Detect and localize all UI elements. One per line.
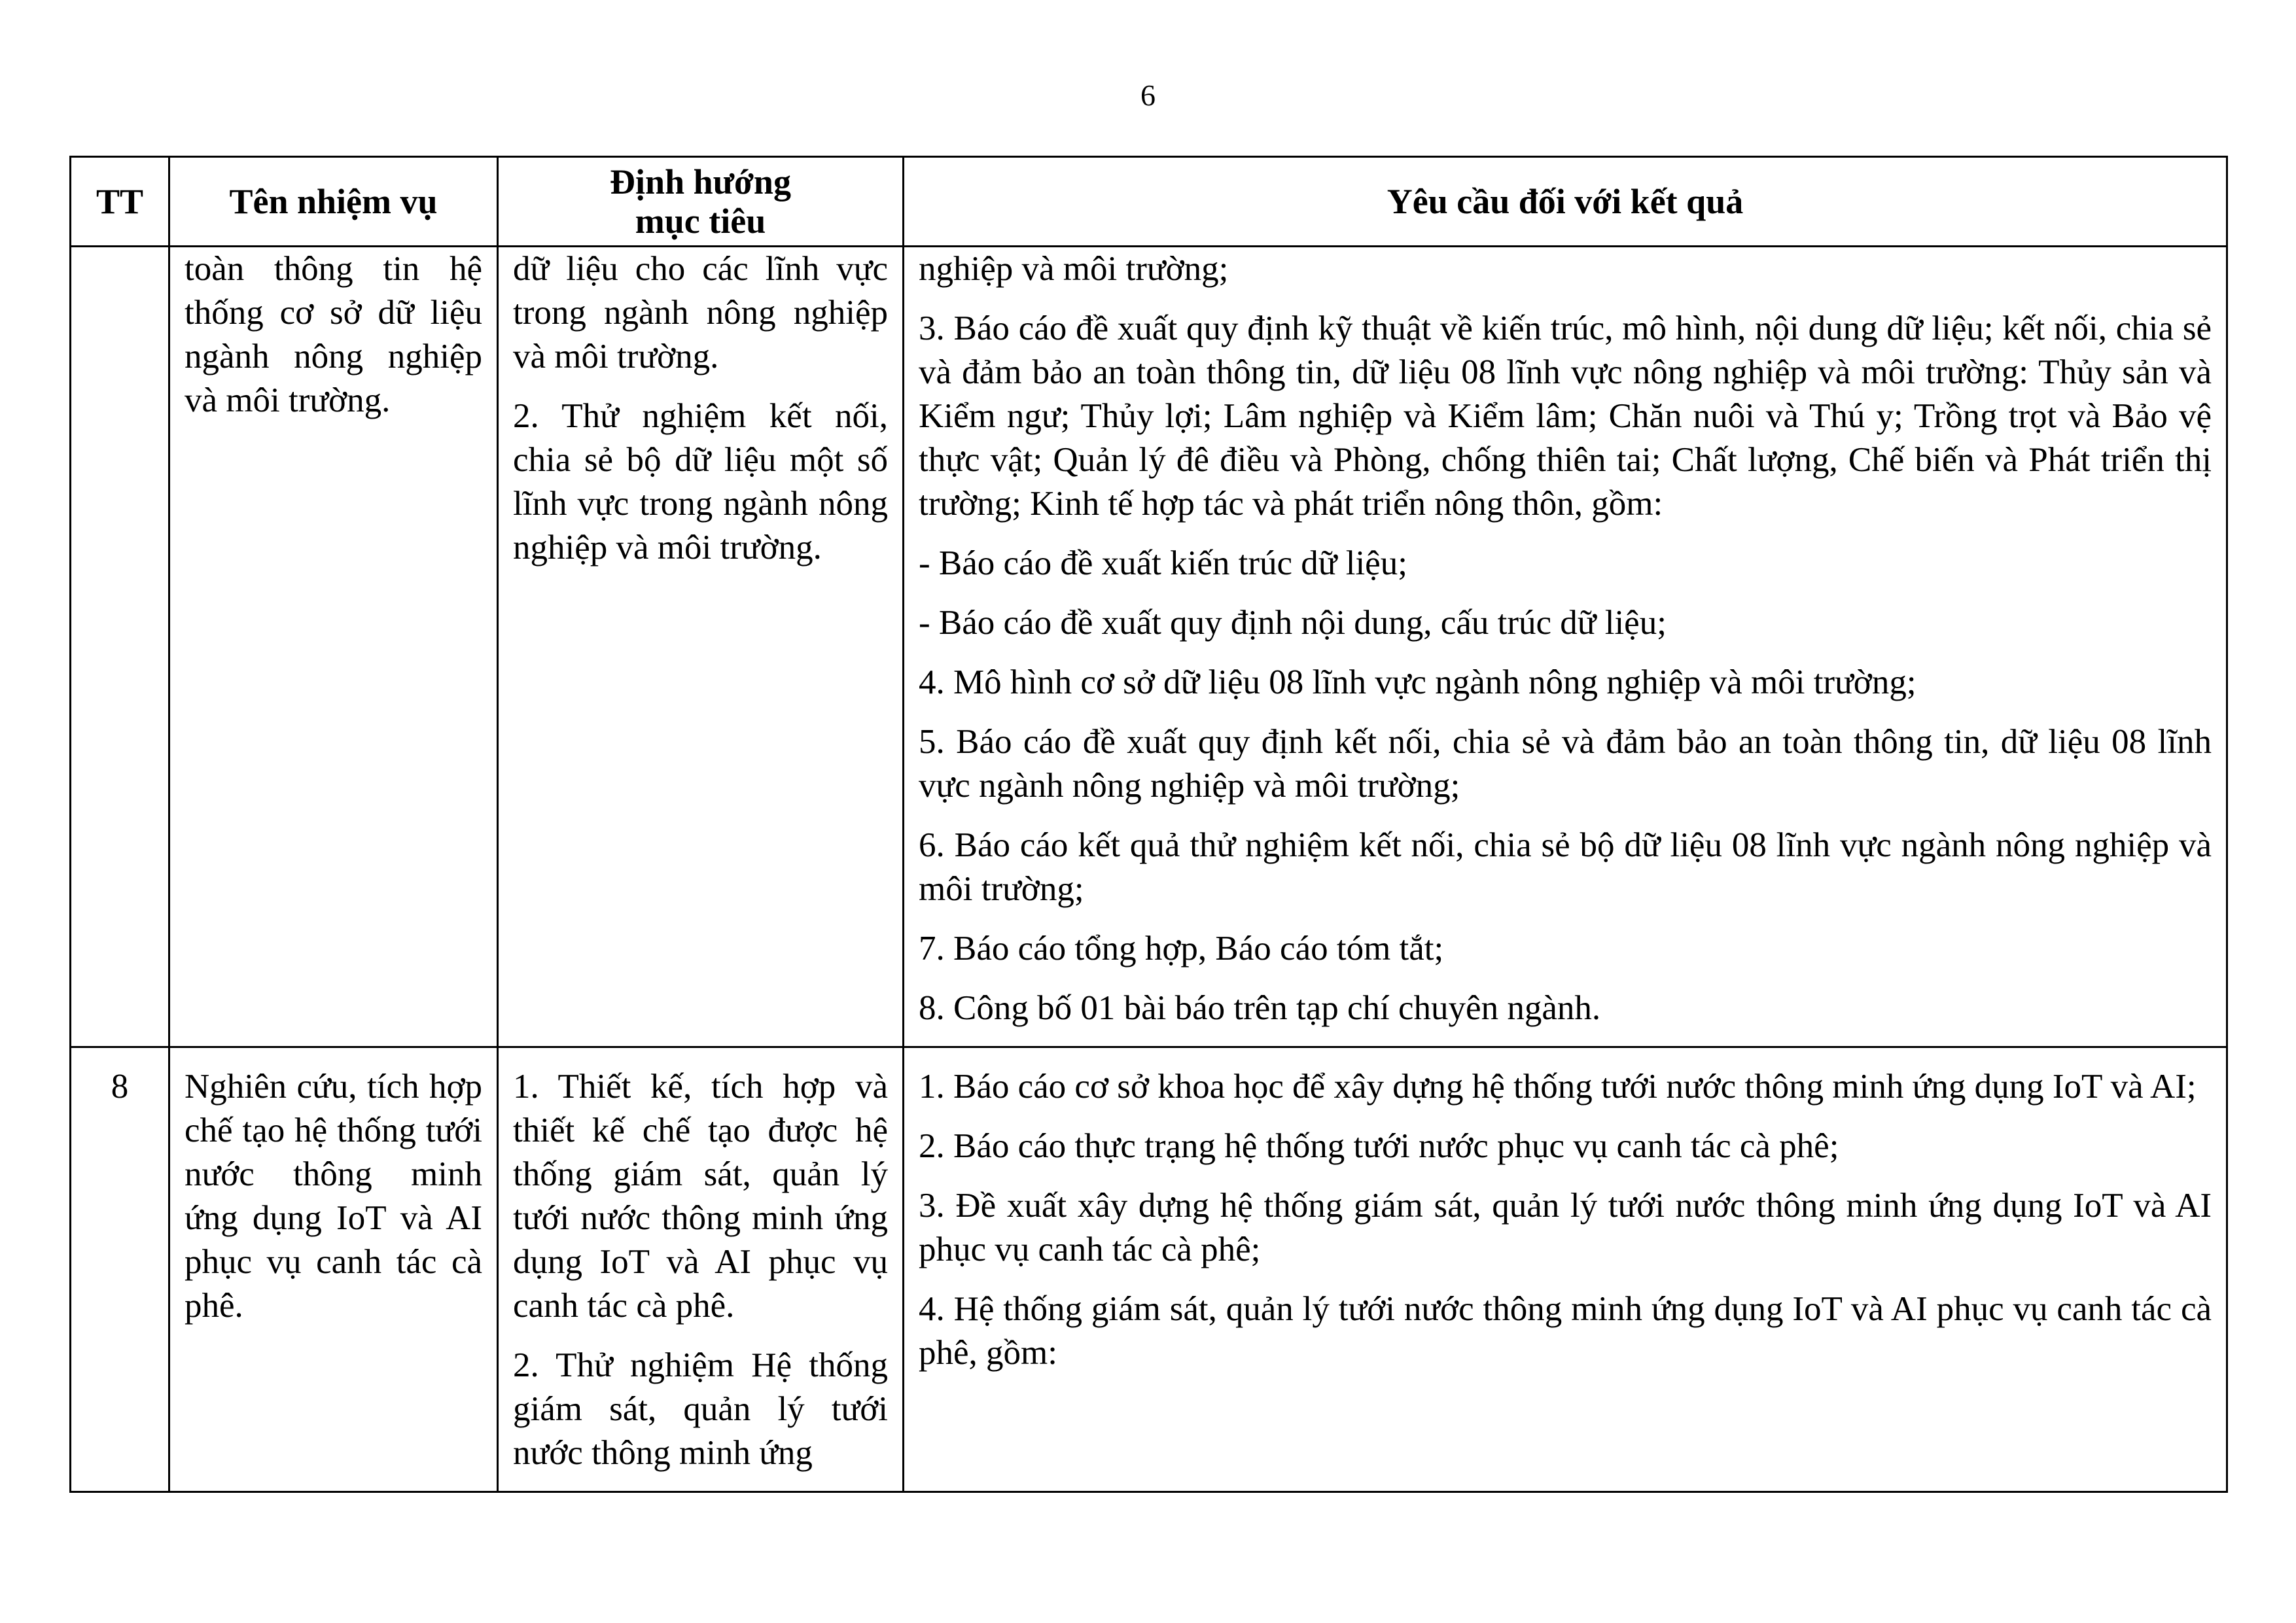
cell-result <box>904 1047 2227 1492</box>
cell-task-name <box>169 1047 498 1492</box>
goal-item: 1. Thiết kế, tích hợp và thiết kế chế tạo được hệ thống giám sát, quản lý tưới nước thông minh ứng dụng IoT và AI phục vụ canh tác cà phê. <box>513 1068 888 1325</box>
table-header-row <box>71 157 2227 247</box>
row-number: 8 <box>111 1068 129 1106</box>
result-item: 5. Báo cáo đề xuất quy định kết nối, chia sẻ và đảm bảo an toàn thông tin, dữ liệu 08 lĩnh vực ngành nông nghiệp và môi trường; <box>919 723 2212 805</box>
page-number: 6 <box>1140 79 1156 112</box>
task-table <box>69 156 2228 1493</box>
goal-item: 2. Thử nghiệm kết nối, chia sẻ bộ dữ liệu một số lĩnh vực trong ngành nông nghiệp và môi trường. <box>513 397 888 567</box>
result-item: 2. Báo cáo thực trạng hệ thống tưới nước phục vụ canh tác cà phê; <box>919 1127 1839 1165</box>
result-item: 4. Hệ thống giám sát, quản lý tưới nước thông minh ứng dụng IoT và AI phục vụ canh tác cà phê, gồm: <box>919 1290 2212 1372</box>
result-item: 7. Báo cáo tổng hợp, Báo cáo tóm tắt; <box>919 930 1444 968</box>
header-goal-line2: mục tiêu <box>635 201 766 241</box>
header-task-name: Tên nhiệm vụ <box>169 157 498 247</box>
table-row <box>71 1047 2227 1492</box>
result-item: - Báo cáo đề xuất kiến trúc dữ liệu; <box>919 544 1407 582</box>
cell-goal <box>498 1047 904 1492</box>
result-item: nghiệp và môi trường; <box>919 250 1229 288</box>
header-result: Yêu cầu đối với kết quả <box>904 157 2227 247</box>
task-name: toàn thông tin hệ thống cơ sở dữ liệu ngành nông nghiệp và môi trường. <box>185 250 482 419</box>
result-item: 1. Báo cáo cơ sở khoa học để xây dựng hệ thống tưới nước thông minh ứng dụng IoT và AI; <box>919 1068 2197 1106</box>
result-item: 8. Công bố 01 bài báo trên tạp chí chuyên ngành. <box>919 989 1601 1027</box>
result-item: 3. Đề xuất xây dựng hệ thống giám sát, quản lý tưới nước thông minh ứng dụng IoT và AI phục vụ canh tác cà phê; <box>919 1187 2212 1268</box>
result-item: - Báo cáo đề xuất quy định nội dung, cấu trúc dữ liệu; <box>919 604 1667 642</box>
cell-tt <box>71 247 169 1047</box>
goal-item: dữ liệu cho các lĩnh vực trong ngành nông nghiệp và môi trường. <box>513 250 888 375</box>
result-item: 4. Mô hình cơ sở dữ liệu 08 lĩnh vực ngành nông nghiệp và môi trường; <box>919 663 1916 701</box>
header-goal-line1: Định hướng <box>610 162 791 201</box>
task-name: Nghiên cứu, tích hợp chế tạo hệ thống tưới nước thông minh ứng dụng IoT và AI phục vụ canh tác cà phê. <box>185 1068 482 1325</box>
cell-goal <box>498 247 904 1047</box>
cell-result <box>904 247 2227 1047</box>
result-item: 3. Báo cáo đề xuất quy định kỹ thuật về kiến trúc, mô hình, nội dung dữ liệu; kết nối, chia sẻ và đảm bảo an toàn thông tin, dữ liệu 08 lĩnh vực nông nghiệp và môi trường: Thủy sản và Kiểm ngư; Thủy lợi; Lâm nghiệp và Kiểm lâm; Chăn nuôi và Thú y; Trồng trọt và Bảo vệ thực vật; Quản lý đê điều và Phòng, chống thiên tai; Chất lượng, Chế biến và Phát triển thị trường; Kinh tế hợp tác và phát triển nông thôn, gồm: <box>919 309 2212 523</box>
goal-item: 2. Thử nghiệm Hệ thống giám sát, quản lý tưới nước thông minh ứng <box>513 1346 888 1472</box>
cell-task-name <box>169 247 498 1047</box>
cell-tt <box>71 1047 169 1492</box>
header-goal <box>498 157 904 247</box>
header-tt: TT <box>71 157 169 247</box>
result-item: 6. Báo cáo kết quả thử nghiệm kết nối, chia sẻ bộ dữ liệu 08 lĩnh vực ngành nông nghiệp và môi trường; <box>919 826 2212 908</box>
table-row <box>71 247 2227 1047</box>
